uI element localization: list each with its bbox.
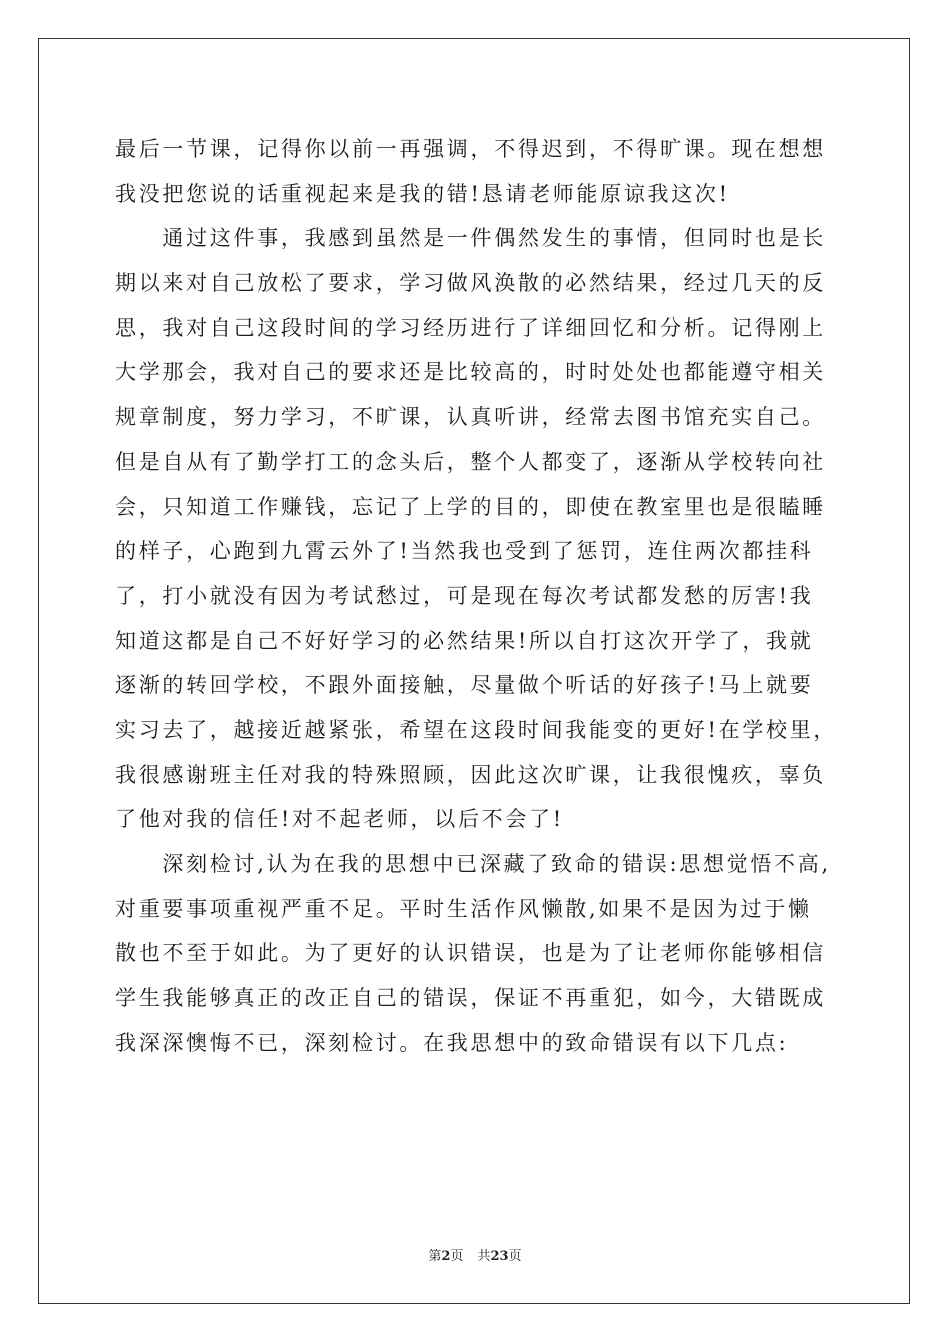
text-line: 期以来对自己放松了要求，学习做风涣散的必然结果，经过几天的反 [115, 271, 826, 296]
text-line: 对重要事项重视严重不足。平时生活作风懒散,如果不是因为过于懒 [115, 896, 812, 921]
text-line: 通过这件事，我感到虽然是一件偶然发生的事情，但同时也是长 [115, 226, 826, 251]
text-line: 散也不至于如此。为了更好的认识错误，也是为了让老师你能够相信 [115, 941, 826, 966]
page-footer [0, 1248, 950, 1266]
text-line: 深刻检讨,认为在我的思想中已深藏了致命的错误:思想觉悟不高, [115, 852, 831, 876]
text-line: 了，打小就没有因为考试愁过，可是现在每次考试都发愁的厉害!我 [115, 583, 814, 608]
text-line: 学生我能够真正的改正自己的错误，保证不再重犯，如今，大错既成 [115, 986, 826, 1011]
text-line: 实习去了，越接近越紧张，希望在这段时间我能变的更好!在学校里， [115, 717, 838, 742]
text-line: 知道这都是自己不好好学习的必然结果!所以自打这次开学了，我就 [115, 628, 814, 653]
text-line: 我没把您说的话重视起来是我的错!恳请老师能原谅我这次! [115, 181, 730, 206]
current-page-number: 2 [441, 1249, 451, 1264]
total-pages-number: 23 [490, 1249, 509, 1264]
document-body [115, 127, 838, 1065]
text-line: 了他对我的信任!对不起老师，以后不会了! [115, 807, 564, 832]
text-line: 规章制度，努力学习，不旷课，认真听讲，经常去图书馆充实自己。 [115, 405, 826, 430]
text-line: 会，只知道工作赚钱，忘记了上学的目的，即使在教室里也是很瞌睡 [115, 494, 826, 519]
text-line: 我很感谢班主任对我的特殊照顾，因此这次旷课，让我很愧疚，辜负 [115, 762, 826, 787]
text-line: 大学那会，我对自己的要求还是比较高的，时时处处也都能遵守相关 [115, 360, 826, 385]
text-line: 我深深懊悔不已，深刻检讨。在我思想中的致命错误有以下几点: [115, 1030, 789, 1055]
page-label-prefix: 第 [428, 1249, 442, 1264]
text-line: 思，我对自己这段时间的学习经历进行了详细回忆和分析。记得刚上 [115, 315, 826, 340]
total-label-prefix: 共 [477, 1249, 491, 1264]
text-line: 逐渐的转回学校，不跟外面接触，尽量做个听话的好孩子!马上就要 [115, 673, 814, 698]
total-label-suffix: 页 [508, 1249, 522, 1264]
text-line: 但是自从有了勤学打工的念头后，整个人都变了，逐渐从学校转向社 [115, 449, 826, 474]
page-label-suffix: 页 [450, 1249, 464, 1264]
text-line: 的样子，心跑到九霄云外了!当然我也受到了惩罚，连住两次都挂科 [115, 539, 814, 564]
text-line: 最后一节课，记得你以前一再强调，不得迟到，不得旷课。现在想想 [115, 137, 826, 161]
